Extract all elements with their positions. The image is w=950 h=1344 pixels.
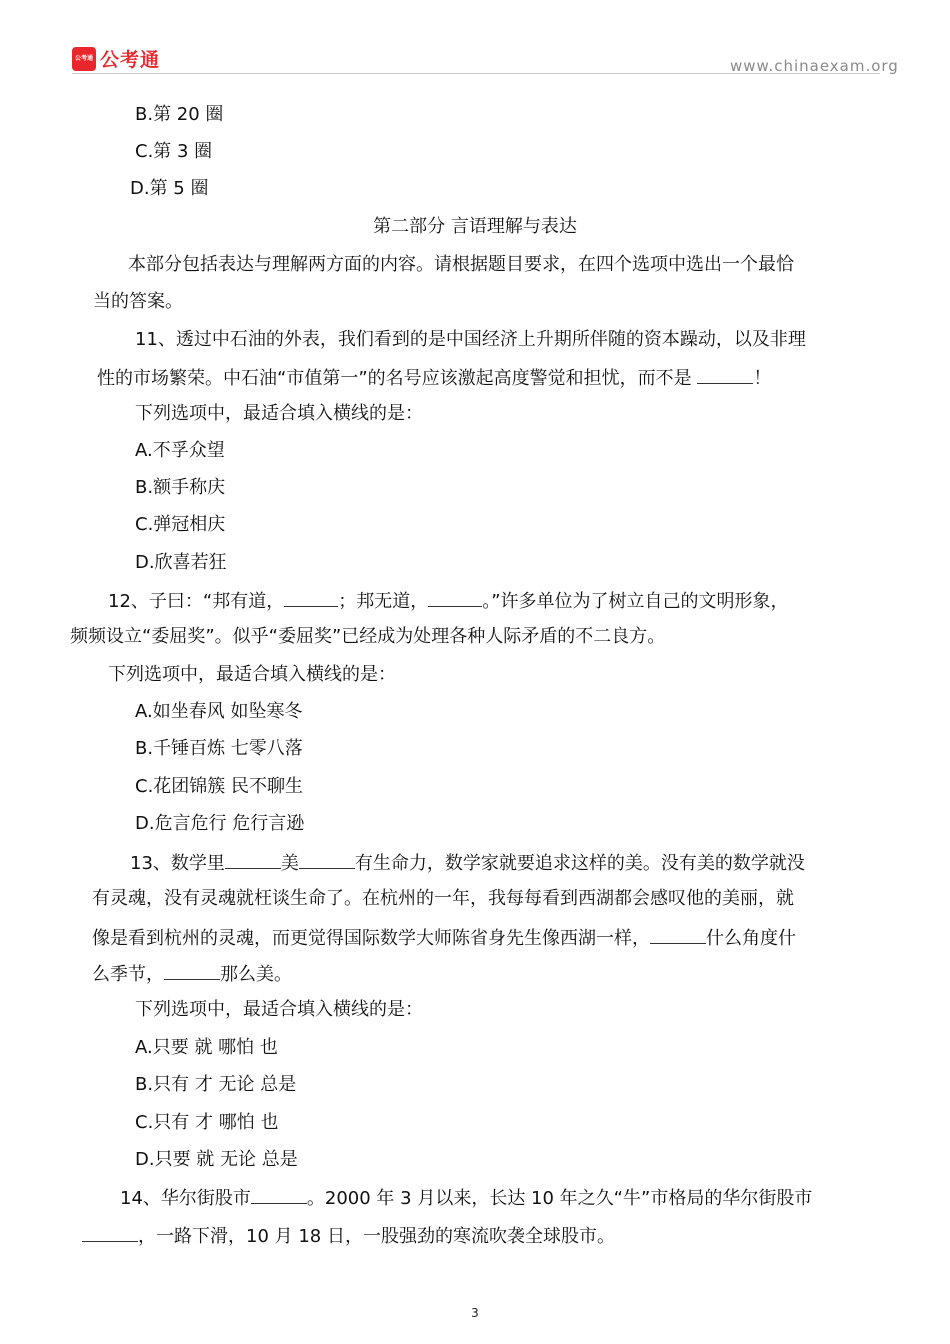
section-title: 第二部分 言语理解与表达: [373, 216, 577, 237]
option-13-d: D.只要 就 无论 总是: [135, 1149, 298, 1170]
answer-blank: [284, 588, 338, 607]
question-11-text-cont: [97, 365, 771, 391]
question-12-part-2: ；邦无道，: [338, 591, 429, 612]
question-13-part-6: 么季节，: [92, 964, 164, 985]
answer-blank: [82, 1223, 138, 1242]
option-13-a: A.只要 就 哪怕 也: [135, 1037, 278, 1058]
question-11-prompt: 下列选项中，最适合填入横线的是：: [135, 403, 423, 424]
option-10-d: D.第 5 圈: [130, 178, 209, 199]
option-10-c: C.第 3 圈: [135, 141, 213, 162]
option-11-b: B.额手称庆: [135, 477, 226, 498]
question-13-part-4: 像是看到杭州的灵魂，而更觉得国际数学大师陈省身先生像西湖一样，: [92, 928, 650, 949]
question-13-part-5: 什么角度什: [706, 928, 796, 949]
answer-blank: [697, 365, 753, 384]
question-13-text-cont-3: [92, 961, 292, 987]
page-header: [0, 0, 950, 95]
question-13-text-cont-2: [92, 925, 796, 951]
question-12-part-3: 。”许多单位为了树立自己的文明形象，: [482, 591, 789, 612]
option-10-b: B.第 20 圈: [135, 104, 224, 125]
brand-logo[interactable]: [72, 45, 160, 72]
answer-blank: [164, 961, 220, 980]
question-12-part-1: 12、子曰：“邦有道，: [108, 591, 285, 612]
option-12-c: C.花团锦簇 民不聊生: [135, 776, 304, 797]
logo-text: 公考通: [100, 49, 161, 71]
question-12-prompt: 下列选项中，最适合填入横线的是：: [108, 664, 396, 685]
site-url-link[interactable]: www.chinaexam.org: [730, 57, 899, 75]
answer-blank: [251, 1185, 307, 1204]
question-13-part-1: 13、数学里: [130, 853, 225, 874]
answer-blank: [428, 588, 482, 607]
question-12-text-cont: 频频设立“委屈奖”。似乎“委屈奖”已经成为处理各种人际矛盾的不二良方。: [70, 626, 666, 647]
question-13-text-cont-1: 有灵魂，没有灵魂就枉谈生命了。在杭州的一年，我每每看到西湖都会感叹他的美丽，就: [92, 888, 794, 909]
page-number: 3: [471, 1306, 479, 1320]
question-13-text: [130, 850, 805, 876]
option-12-b: B.千锤百炼 七零八落: [135, 738, 303, 759]
section-intro-cont: 当的答案。: [93, 291, 183, 312]
question-12-text: [108, 588, 789, 614]
option-11-a: A.不孚众望: [135, 440, 225, 461]
answer-blank: [650, 925, 706, 944]
question-13-part-7: 那么美。: [220, 964, 292, 985]
question-14-text: [120, 1185, 812, 1211]
question-14-part-1: 14、华尔街股市: [120, 1188, 251, 1209]
question-14-part-2: 。2000 年 3 月以来，长达 10 年之久“牛”市格局的华尔街股市: [306, 1188, 813, 1209]
question-11-text-part: 性的市场繁荣。中石油“市值第一”的名号应该激起高度警觉和担忧，而不是: [97, 368, 692, 389]
option-13-b: B.只有 才 无论 总是: [135, 1074, 297, 1095]
section-intro: 本部分包括表达与理解两方面的内容。请根据题目要求，在四个选项中选出一个最恰: [128, 254, 794, 275]
question-13-prompt: 下列选项中，最适合填入横线的是：: [135, 999, 423, 1020]
option-12-a: A.如坐春风 如坠寒冬: [135, 701, 303, 722]
option-11-d: D.欣喜若狂: [135, 552, 227, 573]
question-11-text: 11、透过中石油的外表，我们看到的是中国经济上升期所伴随的资本躁动，以及非理: [135, 329, 806, 350]
question-14-part-3: ，一路下滑，10 月 18 日，一股强劲的寒流吹袭全球股市。: [138, 1226, 615, 1247]
option-13-c: C.只有 才 哪怕 也: [135, 1112, 279, 1133]
question-14-text-cont: [82, 1223, 615, 1249]
option-12-d: D.危言危行 危行言逊: [135, 813, 305, 834]
question-13-part-3: 有生命力，数学家就要追求这样的美。没有美的数学就没: [354, 853, 805, 874]
question-11-end: ！: [753, 368, 772, 389]
answer-blank: [225, 850, 281, 869]
logo-mark-icon: 公考通: [72, 47, 96, 71]
option-11-c: C.弹冠相庆: [135, 514, 226, 535]
answer-blank: [299, 850, 355, 869]
question-13-part-2: 美: [280, 853, 299, 874]
